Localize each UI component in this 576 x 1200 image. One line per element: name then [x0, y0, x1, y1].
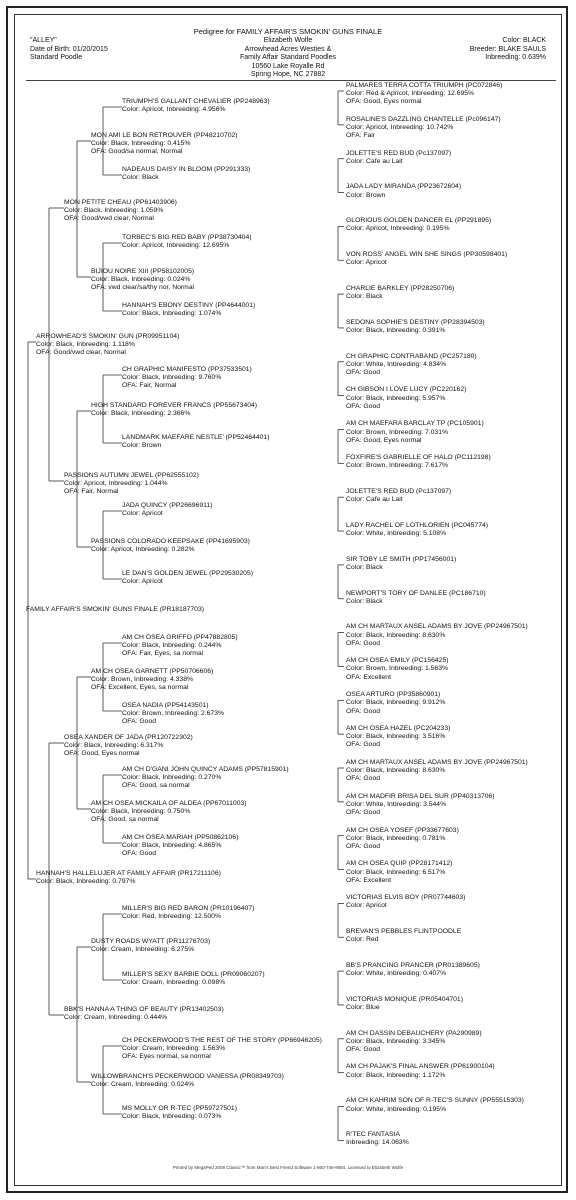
- dog-color-inbreeding: Color: Apricot: [122, 510, 163, 517]
- dog-color-inbreeding: Color: Black, Inbreeding: 3.516%: [346, 733, 446, 741]
- gen6-ancestor-node: [346, 725, 450, 750]
- gen6-ancestor-node: [346, 116, 501, 141]
- gen6-ancestor-node: [346, 353, 477, 378]
- dog-color-inbreeding: Color: Black, Inbreeding: 8.630%: [346, 631, 446, 639]
- dog-name: BIJIOU NOIRE XIII (PP58102005): [91, 267, 195, 275]
- dog-color-inbreeding: Color: Black: [346, 563, 383, 571]
- footer-credit: Printed by MegaPed 2009 Classic™ from Man's Best Friend Software 1-800-746-9084, Licensed to Elizabeth Wolfe: [172, 1165, 404, 1170]
- dog-color-inbreeding: Color: White, Inbreeding: 5.108%: [346, 530, 447, 538]
- gen6-ancestor-node: [346, 319, 485, 335]
- dog-color-inbreeding: Color: Black, Inbreeding: 6.517%: [346, 868, 446, 876]
- gen6-ancestor-node: [346, 928, 461, 944]
- dog-name: OSEA NADIA (PP54143501): [122, 701, 209, 709]
- gen6-ancestor-node: [346, 454, 491, 470]
- dog-ofa: OFA: Good: [346, 741, 381, 749]
- dog-color-inbreeding: Color: Brown, Inbreeding: 1.563%: [346, 665, 449, 673]
- gen5-ancestor-node: [122, 234, 252, 250]
- dog-name: JOLETTE'S RED BUD (Pc137097): [346, 488, 452, 495]
- dog-name: CHARLIE BARKLEY (PP28250706): [346, 284, 455, 292]
- dog-name: HANNAH'S EBONY DESTINY (PP4644001): [122, 301, 256, 309]
- dog-name: VON ROSS' ANGEL WIN SHE SINGS (PP30598401): [346, 251, 508, 259]
- gen5-ancestor-node: [122, 1105, 237, 1121]
- dog-color-inbreeding: Color: Apricot: [122, 578, 163, 585]
- gen6-ancestor-node: [346, 691, 445, 716]
- gen6-ancestor-node: [346, 1063, 495, 1079]
- dog-color-inbreeding: Color: Brown, Inbreeding: 7.031%: [346, 428, 449, 436]
- dog-name: AM CH OSEA HAZEL (PC204233): [346, 724, 451, 732]
- dog-color-inbreeding: Color: Cream, Inbreeding: 0.444%: [64, 1014, 168, 1021]
- dog-ofa: OFA: Good, sa normal: [122, 782, 190, 790]
- gen6-ancestor-node: [346, 759, 528, 784]
- dog-color-inbreeding: Color: Brown, Inbreeding: 7.617%: [346, 462, 449, 470]
- dog-name: AM CH MAEFARA BARCLAY TP (PC105901): [346, 420, 484, 428]
- dog-name: JOLETTE'S RED BUD (Pc137097): [346, 149, 452, 157]
- dog-color-inbreeding: Color: Black: [346, 597, 383, 605]
- dog-name: WILLOWBRANCH'S PECKERWOOD VANESSA (PR08349703): [91, 1072, 284, 1080]
- dog-color-inbreeding: Color: Black, Inbreeding: 1.074%: [122, 310, 222, 317]
- dog-color-inbreeding: Color: Apricot, Inbreeding: 0.282%: [91, 546, 195, 553]
- gen6-ancestor-node: [346, 1097, 524, 1113]
- dog-color-inbreeding: Color: Red, Inbreeding: 12.500%: [122, 913, 221, 920]
- dog-ofa: OFA: Good: [346, 809, 381, 817]
- dog-name: BREVAN'S PEBBLES FLINTPOODLE: [346, 928, 462, 936]
- dog-ofa: OFA: Good/vwd clear, Normal: [64, 215, 154, 223]
- gen6-ancestor-node: [346, 251, 507, 267]
- dog-name: AM CH OSEA GARNETT (PP50706606): [91, 667, 214, 675]
- dog-ofa: OFA: Good: [122, 718, 157, 726]
- dog-color-inbreeding: Color: Black, Inbreeding: 1.059%: [64, 207, 164, 214]
- dog-color-inbreeding: Color: Black, Inbreeding: 0.797%: [36, 878, 136, 885]
- dog-name: MON PETITE CHEAU (PP61403906): [64, 198, 177, 206]
- gen6-ancestor-node: [346, 217, 491, 233]
- kennel-line-1: Arrowhead Acres Westies &: [244, 45, 332, 53]
- dog-name: AM CH OSEA YOSEF (PP33677603): [346, 826, 459, 834]
- grandparent-node: [64, 472, 199, 497]
- gen5-ancestor-node: [122, 905, 254, 921]
- subject-color: Color: BLACK: [502, 37, 546, 44]
- dog-name: VICTORIAS MONIQUE (PR05404701): [346, 995, 463, 1003]
- dog-name: CH GRAPHIC MANIFESTO (PP37533501): [122, 365, 252, 373]
- dog-color-inbreeding: Color: Black: [346, 293, 383, 301]
- dog-name: JADA QUINCY (PP26696911): [122, 501, 213, 509]
- dog-ofa: OFA: Good: [346, 707, 381, 715]
- dog-color-inbreeding: Color: White, Inbreeding: 3.544%: [346, 800, 447, 808]
- dog-color-inbreeding: Color: Black, Inbreeding: 0.781%: [346, 834, 446, 842]
- dog-name: LADY RACHEL OF LOTHLORIEN (PC045774): [346, 521, 489, 529]
- gen6-ancestor-node: [346, 285, 454, 301]
- breed: Standard Poodle: [30, 54, 83, 62]
- dog-name: CH PECKERWOOD'S THE REST OF THE STORY (PP66946205): [122, 1036, 322, 1044]
- dog-name: AM CH OSEA EMILY (PC156425): [346, 657, 449, 665]
- breeder: Breeder: BLAKE SAULS: [469, 45, 546, 53]
- great-grandparent-node: [91, 800, 247, 825]
- dog-name: BB'S PRANCING PRANCER (PR01389605): [346, 961, 480, 969]
- dog-color-inbreeding: Color: Black, Inbreeding: 0.073%: [122, 1113, 222, 1120]
- dog-color-inbreeding: Color: Black, Inbreeding: 8.630%: [346, 767, 446, 774]
- dog-name: OSEA XANDER OF JADA (PR120722302): [64, 733, 193, 741]
- dog-ofa: OFA: Good: [122, 850, 157, 858]
- dog-name: TORBEC'S BIG RED BABY (PP38730404): [122, 233, 252, 241]
- dog-name: CH GRAPHIC CONTRABAND (PC257180): [346, 352, 477, 360]
- gen6-ancestor-node: [346, 386, 466, 411]
- grandparent-node: [64, 199, 177, 224]
- gen5-ancestor-node: [122, 634, 238, 659]
- dog-ofa: OFA: Good, sa normal: [91, 816, 159, 824]
- dog-name: ROSALINE'S DAZZLING CHANTELLE (Pc096147): [346, 115, 501, 123]
- gen6-ancestor-node: [346, 183, 461, 199]
- dog-name: MILLER'S SEXY BARBIE DOLL (PR09060207): [122, 970, 265, 978]
- dog-name: VICTORIAS ELVIS BOY (PR07744603): [346, 894, 466, 902]
- dog-ofa: OFA: Good, Eyes normal: [346, 436, 422, 444]
- dog-name: AM CH MARTAUX ANSEL ADAMS BY JOVE (PP24967501): [346, 758, 528, 766]
- dog-color-inbreeding: Color: Cream, Inbreeding: 1.563%: [122, 1045, 226, 1052]
- dog-ofa: OFA: Excellent: [346, 876, 391, 884]
- dog-color-inbreeding: Color: White, Inbreeding: 0.407%: [346, 970, 447, 978]
- dog-name: DUSTY ROADS WYATT (PR11276703): [91, 937, 211, 945]
- dog-name: FOXFIRE'S GABRIELLE OF HALO (PC112198): [346, 454, 491, 462]
- dog-name: MILLER'S BIG RED BARON (PR10196407): [122, 904, 255, 912]
- gen5-ancestor-node: [122, 702, 224, 727]
- dog-color-inbreeding: Color: Black, Inbreeding: 0.024%: [91, 276, 191, 283]
- great-grandparent-node: [91, 938, 210, 954]
- dog-name: JADA LADY MIRANDA (PP23672604): [346, 183, 462, 191]
- dog-name: OSEA ARTURO (PP35860901): [346, 691, 441, 699]
- dog-name: AM CH KAHRIM SON OF R-TEC'S SUNNY (PP55515303): [346, 1097, 524, 1105]
- dog-name: MS MOLLY OR R-TEC (PP59727501): [122, 1104, 237, 1112]
- dog-color-inbreeding: Color: Apricot, Inbreeding: 0.195%: [346, 225, 450, 233]
- gen6-ancestor-node: [346, 996, 463, 1012]
- sire-node: [36, 333, 179, 358]
- great-grandparent-node: [91, 268, 194, 293]
- dog-name: GLORIOUS GOLDEN DANCER EL (PP291895): [346, 217, 492, 225]
- gen6-ancestor-node: [346, 590, 486, 606]
- dog-color-inbreeding: Color: Black, Inbreeding: 0.244%: [122, 642, 222, 649]
- dog-name: PALMARES TERRA COTTA TRIUMPH (PC072846): [346, 81, 503, 89]
- dog-ofa: OFA: Good/vwd clear, Normal: [36, 349, 126, 357]
- gen6-ancestor-node: [346, 1131, 409, 1147]
- dog-color-inbreeding: Color: Black, Inbreeding: 0.750%: [91, 808, 191, 815]
- gen5-ancestor-node: [122, 366, 252, 391]
- dog-name: LE DAN'S GOLDEN JEWEL (PP29530205): [122, 569, 253, 577]
- gen5-ancestor-node: [122, 98, 270, 114]
- dog-color-inbreeding: Color: Black, Inbreeding: 2.366%: [91, 410, 191, 417]
- dog-color-inbreeding: Color: Cream, Inbreeding: 6.275%: [91, 946, 195, 953]
- subject-inbreeding: Inbreeding: 0.639%: [485, 54, 546, 62]
- dog-name: AM CH OSEA MICKAILA OF ALDEA (PP67011003): [91, 799, 247, 807]
- dog-ofa: OFA: Good, Eyes normal: [346, 98, 422, 106]
- great-grandparent-node: [91, 1073, 284, 1089]
- dog-color-inbreeding: Color: Black, Inbreeding: 6.317%: [64, 742, 164, 749]
- dog-name: ARROWHEAD'S SMOKIN' GUN (PR09951104): [36, 332, 180, 340]
- gen6-ancestor-node: [346, 82, 502, 107]
- dog-color-inbreeding: Color: Black, Inbreeding: 9.912%: [346, 699, 446, 707]
- dog-ofa: OFA: Excellent, Eyes, sa normal: [91, 684, 189, 692]
- grandparent-node: [64, 1006, 224, 1022]
- dog-color-inbreeding: Color: Black, Inbreeding: 0.270%: [122, 774, 222, 781]
- dog-ofa: OFA: vwd clear/sa/thy nor, Normal: [91, 284, 195, 292]
- dog-name: AM CH OSEA MARIAH (PP50862106): [122, 833, 239, 841]
- dog-name: MON AMI LE BON RETROUVER (PP48210702): [91, 131, 238, 139]
- dog-name: AM CH PAJAK'S FINAL ANSWER (PP61900104): [346, 1063, 495, 1071]
- dog-ofa: OFA: Fair, Eyes, sa normal: [122, 650, 204, 658]
- gen6-ancestor-node: [346, 793, 495, 818]
- dog-name: SEDONA SOPHIE'S DESTINY (PP28394503): [346, 318, 485, 326]
- dog-name: AM CH MADFIR BRISA DEL SUR (PP40313706): [346, 792, 495, 800]
- dog-color-inbreeding: Color: Apricot, Inbreeding: 1.044%: [64, 480, 168, 487]
- dam-node: [36, 870, 221, 886]
- dog-color-inbreeding: Color: Black, Inbreeding: 0.391%: [346, 326, 446, 334]
- gen6-ancestor-node: [346, 860, 452, 885]
- dog-name: TRIUMPH'S GALLANT CHEVALIER (PP248963): [122, 97, 270, 105]
- dog-name: BBK'S HANNA A THING OF BEAUTY (PR13402503): [64, 1005, 224, 1013]
- great-grandparent-node: [91, 402, 257, 418]
- gen6-ancestor-node: [346, 962, 480, 978]
- kennel-line-2: Family Affair Standard Poodles: [240, 54, 336, 62]
- great-grandparent-node: [91, 668, 213, 693]
- dog-name: CH GIBSON I LOVE LUCY (PC220162): [346, 386, 467, 394]
- dog-name: SIR TOBY LE SMITH (PP17456001): [346, 555, 457, 563]
- dog-color-inbreeding: Color: Apricot, Inbreeding: 12.695%: [122, 242, 230, 249]
- gen5-ancestor-node: [122, 766, 289, 791]
- dog-color-inbreeding: Inbreeding: 14.063%: [346, 1139, 409, 1147]
- dog-color-inbreeding: Color: Black, Inbreeding: 9.760%: [122, 374, 222, 381]
- dog-name: AM CH OSEA QUIP (PP28171412): [346, 860, 453, 868]
- dog-name: PASSIONS COLORADO KEEPSAKE (PP41695903): [91, 537, 250, 545]
- dog-name: R'TEC FANTASIA: [346, 1131, 401, 1139]
- dog-ofa: OFA: Eyes normal, sa normal: [122, 1053, 211, 1061]
- dog-ofa: OFA: Fair, Normal: [122, 382, 177, 390]
- gen5-ancestor-node: [122, 834, 238, 859]
- dog-color-inbreeding: Color: Black, Inbreeding: 1.172%: [346, 1071, 446, 1079]
- dog-name: NEWPORT'S TORY OF DANLEE (PC186710): [346, 589, 486, 597]
- dog-color-inbreeding: Color: Cafe au Lait: [346, 496, 403, 504]
- gen6-ancestor-node: [346, 827, 459, 852]
- dog-color-inbreeding: Color: Brown, Inbreeding: 2.673%: [122, 710, 225, 717]
- dog-name: AM CH OSEA GRIFFO (PP47882805): [122, 633, 238, 641]
- gen5-ancestor-node: [122, 570, 253, 586]
- dog-ofa: OFA: Good: [346, 1046, 381, 1053]
- dog-ofa: OFA: Excellent: [346, 673, 391, 681]
- dog-color-inbreeding: Color: Brown: [346, 191, 386, 199]
- gen6-ancestor-node: [346, 488, 451, 504]
- dog-color-inbreeding: Color: Black, Inbreeding: 4.865%: [122, 842, 222, 849]
- page-title: Pedigree for FAMILY AFFAIR'S SMOKIN' GUNS FINALE: [193, 27, 383, 36]
- dog-name: AM CH MARTAUX ANSEL ADAMS BY JOVE (PP24967501): [346, 623, 528, 631]
- gen5-ancestor-node: [122, 1037, 322, 1062]
- dog-color-inbreeding: Color: Black, Inbreeding: 5.957%: [346, 394, 446, 402]
- owner-name: Elizabeth Wolfe: [263, 37, 313, 44]
- dog-color-inbreeding: Color: Black: [122, 174, 159, 181]
- dog-color-inbreeding: Color: Red: [346, 936, 379, 944]
- dog-name: HIGH STANDARD FOREVER FRANCS (PP55673404): [91, 401, 258, 409]
- gen5-ancestor-node: [122, 166, 250, 182]
- dog-name: PASSIONS AUTUMN JEWEL (PP62555102): [64, 471, 199, 479]
- gen6-ancestor-node: [346, 522, 488, 538]
- dog-color-inbreeding: Color: Apricot: [346, 902, 387, 910]
- dog-color-inbreeding: Color: Black, Inbreeding: 1.118%: [36, 341, 135, 348]
- dog-name: AM CH D'GANI JOHN QUINCY ADAMS (PP57815901): [122, 765, 289, 773]
- grandparent-node: [64, 734, 193, 759]
- dog-color-inbreeding: Color: Apricot, Inbreeding: 4.956%: [122, 106, 226, 113]
- gen6-ancestor-node: [346, 623, 528, 648]
- dog-color-inbreeding: Color: Blue: [346, 1003, 380, 1011]
- dog-color-inbreeding: Color: Red & Apricot, Inbreeding: 12.695%: [346, 90, 475, 97]
- gen6-ancestor-node: [346, 150, 451, 166]
- date-of-birth: Date of Birth: 01/20/2015: [30, 45, 108, 53]
- subject-dog: FAMILY AFFAIR'S SMOKIN' GUNS FINALE (PR18187703): [26, 605, 204, 613]
- address-street: 10560 Lake Royalle Rd: [251, 62, 325, 70]
- gen6-ancestor-node: [346, 556, 456, 572]
- dog-color-inbreeding: Color: White, Inbreeding: 0.195%: [346, 1105, 447, 1113]
- dog-color-inbreeding: Color: Apricot, Inbreeding: 10.742%: [346, 123, 454, 131]
- dog-name: HANNAH'S HALLELUJER AT FAMILY AFFAIR (PR17211106): [36, 869, 221, 877]
- gen5-ancestor-node: [122, 502, 212, 518]
- gen5-ancestor-node: [122, 434, 270, 450]
- dog-ofa: OFA: Good, Eyes normal: [64, 750, 140, 758]
- dog-color-inbreeding: Color: Apricot: [346, 259, 387, 267]
- address-city: Spring Hope, NC 27882: [250, 71, 326, 79]
- dog-color-inbreeding: Color: Black, Inbreeding: 0.415%: [91, 140, 191, 147]
- dog-ofa: OFA: Good: [346, 639, 381, 647]
- dog-ofa: OFA: Good: [346, 842, 381, 850]
- great-grandparent-node: [91, 538, 250, 554]
- gen5-ancestor-node: [122, 302, 255, 318]
- dog-color-inbreeding: Color: Cream, Inbreeding: 0.024%: [91, 1081, 195, 1088]
- dog-ofa: OFA: Fair, Normal: [64, 488, 119, 496]
- dog-name: NADEAUS DAISY IN BLOOM (PP291333): [122, 165, 251, 173]
- dog-ofa: OFA: Good: [346, 775, 381, 783]
- dog-color-inbreeding: Color: Brown: [122, 442, 162, 449]
- dog-color-inbreeding: Color: Cafe au Lait: [346, 157, 403, 165]
- gen6-ancestor-node: [346, 894, 465, 910]
- dog-ofa: OFA: Good: [346, 402, 381, 410]
- gen6-ancestor-node: [346, 1030, 482, 1055]
- dog-color-inbreeding: Color: Cream, Inbreeding: 0.098%: [122, 979, 226, 986]
- gen5-ancestor-node: [122, 971, 265, 987]
- call-name: "ALLEY": [30, 37, 57, 44]
- dog-name: AM CH DASSIN DEBAUCHERY (PA290989): [346, 1029, 482, 1037]
- dog-ofa: OFA: Good: [346, 369, 381, 376]
- dog-color-inbreeding: Color: Brown, Inbreeding: 4.338%: [91, 676, 194, 683]
- dog-name: LANDMARK MAEFARE NESTLE' (PP52464401): [122, 433, 270, 441]
- dog-color-inbreeding: Color: White, Inbreeding: 4.834%: [346, 360, 447, 368]
- dog-ofa: OFA: Fair: [346, 132, 376, 140]
- dog-ofa: OFA: Good/sa normal, Normal: [91, 148, 183, 156]
- dog-color-inbreeding: Color: Black, Inbreeding: 3.345%: [346, 1037, 446, 1045]
- gen6-ancestor-node: [346, 657, 449, 682]
- gen6-ancestor-node: [346, 420, 484, 445]
- great-grandparent-node: [91, 132, 238, 157]
